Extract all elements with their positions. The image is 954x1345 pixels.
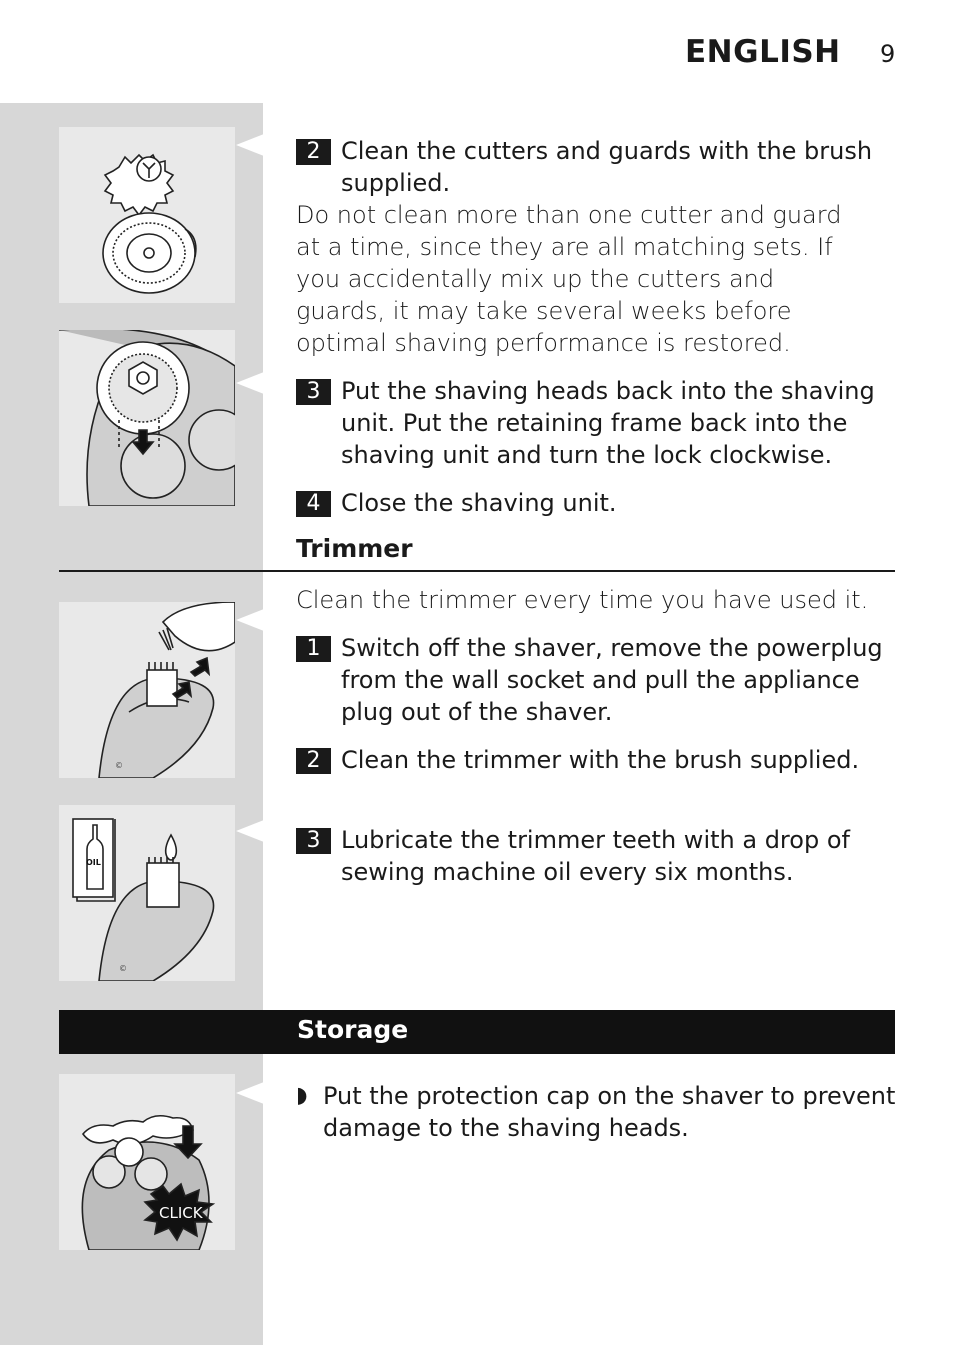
cutter-guard-illustration <box>59 127 235 303</box>
step-number: 1 <box>296 636 331 662</box>
step-number: 2 <box>296 748 331 774</box>
protection-cap-illustration <box>59 1074 235 1250</box>
step-number: 3 <box>296 379 331 405</box>
pointer-tab <box>236 609 264 631</box>
page-number: 9 <box>880 40 896 68</box>
cleaning-step-4 <box>296 487 896 519</box>
step-text: Put the shaving heads back into the shaving unit. Put the retaining frame back into the shaving unit and turn the lock clockwise. <box>341 377 875 469</box>
cleaning-step-3 <box>296 375 896 471</box>
svg-text:©: © <box>115 761 123 770</box>
step-number: 2 <box>296 139 331 165</box>
trimmer-heading: Trimmer <box>296 534 413 563</box>
bullet-icon: ◗ <box>296 1083 308 1108</box>
step-text: Close the shaving unit. <box>341 489 617 517</box>
language-header: ENGLISH <box>685 34 841 70</box>
step-number: 3 <box>296 828 331 854</box>
storage-heading: Storage <box>297 1015 409 1044</box>
storage-item-text: Put the protection cap on the shaver to prevent damage to the shaving heads. <box>323 1082 896 1142</box>
pointer-tab <box>236 372 264 394</box>
step-text: Switch off the shaver, remove the powerplug from the wall socket and pull the appliance plug out of the shaver. <box>341 634 883 726</box>
step-number: 4 <box>296 491 331 517</box>
trimmer-step-1 <box>296 632 896 728</box>
svg-text:©: © <box>119 964 127 973</box>
pointer-tab <box>236 134 264 156</box>
trimmer-step-2 <box>296 744 896 776</box>
trimmer-intro: Clean the trimmer every time you have used it. <box>296 586 869 614</box>
insert-heads-illustration <box>59 330 235 506</box>
click-label: CLICK <box>159 1204 203 1222</box>
cleaning-step-2 <box>296 135 896 199</box>
storage-heading-bar <box>59 1010 895 1054</box>
trimmer-brush-illustration <box>59 602 235 778</box>
cleaning-note: Do not clean more than one cutter and guard at a time, since they are all matching sets. If you accidentally mix up the cutters and guards, it may take several weeks before optimal shaving performance is restored. <box>296 201 842 357</box>
pointer-tab <box>236 1082 264 1104</box>
trimmer-oil-illustration <box>59 805 235 981</box>
trimmer-step-3 <box>296 824 896 888</box>
section-divider <box>59 570 895 572</box>
step-text: Lubricate the trimmer teeth with a drop of sewing machine oil every six months. <box>341 826 850 886</box>
step-text: Clean the cutters and guards with the brush supplied. <box>341 137 873 197</box>
storage-item <box>296 1080 896 1144</box>
step-text: Clean the trimmer with the brush supplied. <box>341 746 860 774</box>
oil-label: OIL <box>86 858 101 867</box>
pointer-tab <box>236 820 264 842</box>
